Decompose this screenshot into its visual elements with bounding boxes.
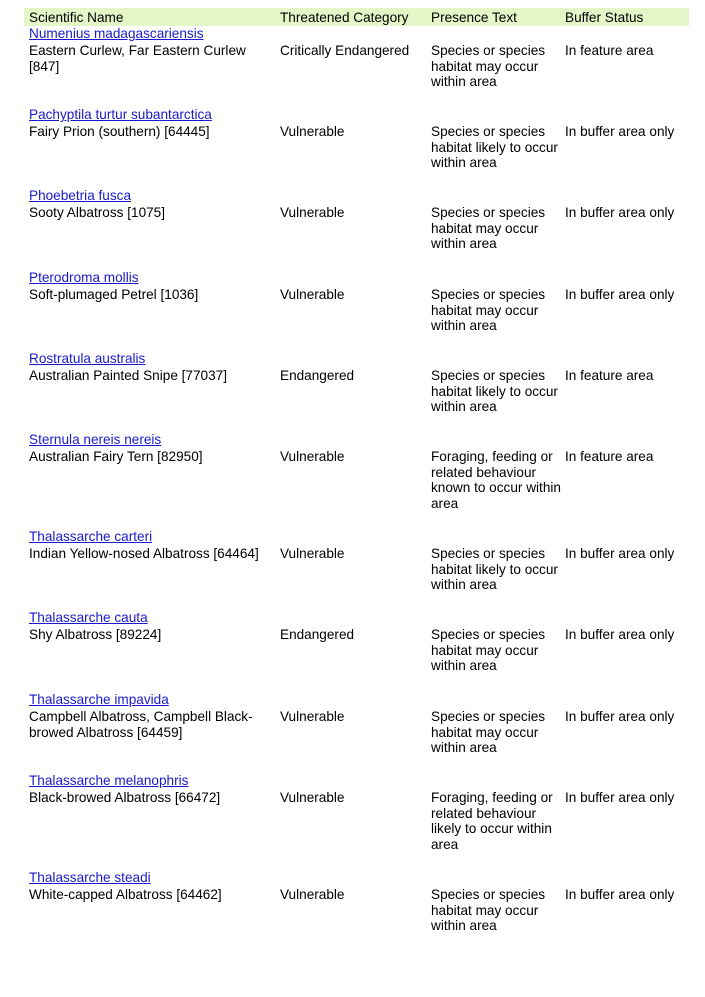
species-link[interactable]: Thalassarche cauta [29,610,148,625]
common-name: Eastern Curlew, Far Eastern Curlew [847] [29,43,246,74]
threatened-category: Vulnerable [280,287,345,302]
threatened-category: Endangered [280,368,355,383]
presence-text: Species or species habitat may occur within area [431,287,546,334]
buffer-status: In feature area [565,43,654,58]
common-name: Fairy Prion (southern) [64445] [29,124,210,139]
presence-text: Species or species habitat may occur within area [431,205,546,252]
buffer-status: In feature area [565,449,654,464]
presence-text: Species or species habitat may occur within area [431,43,546,90]
threatened-category: Vulnerable [280,790,345,805]
threatened-category: Vulnerable [280,124,345,139]
species-link[interactable]: Rostratula australis [29,351,146,366]
threatened-category: Endangered [280,627,355,642]
presence-text: Species or species habitat may occur within area [431,627,546,674]
buffer-status: In buffer area only [565,205,675,220]
species-link[interactable]: Thalassarche steadi [29,870,151,885]
common-name: Black-browed Albatross [66472] [29,790,221,805]
col-scientific-name: Scientific Name [29,10,124,25]
threatened-category: Vulnerable [280,709,345,724]
buffer-status: In buffer area only [565,887,675,902]
presence-text: Foraging, feeding or related behaviour known to occur within area [431,449,561,511]
threatened-category: Vulnerable [280,887,345,902]
species-link[interactable]: Thalassarche impavida [29,692,169,707]
buffer-status: In buffer area only [565,124,675,139]
buffer-status: In feature area [565,368,654,383]
threatened-category: Vulnerable [280,546,345,561]
presence-text: Species or species habitat likely to occur within area [431,368,558,415]
species-link[interactable]: Pachyptila turtur subantarctica [29,107,212,122]
common-name: Shy Albatross [89224] [29,627,162,642]
common-name: Australian Fairy Tern [82950] [29,449,203,464]
species-link[interactable]: Thalassarche melanophris [29,773,189,788]
presence-text: Species or species habitat likely to occur within area [431,124,558,171]
species-link[interactable]: Sternula nereis nereis [29,432,162,447]
common-name: White-capped Albatross [64462] [29,887,222,902]
common-name: Sooty Albatross [1075] [29,205,166,220]
buffer-status: In buffer area only [565,709,675,724]
col-buffer-status: Buffer Status [565,10,644,25]
col-presence-text: Presence Text [431,10,517,25]
species-link[interactable]: Thalassarche carteri [29,529,153,544]
presence-text: Foraging, feeding or related behaviour likely to occur within area [431,790,553,852]
col-threatened-category: Threatened Category [280,10,409,25]
threatened-category: Critically Endangered [280,43,410,58]
presence-text: Species or species habitat may occur within area [431,709,546,756]
species-link[interactable]: Pterodroma mollis [29,270,139,285]
presence-text: Species or species habitat may occur within area [431,887,546,934]
buffer-status: In buffer area only [565,287,675,302]
species-link[interactable]: Numenius madagascariensis [29,26,204,41]
presence-text: Species or species habitat likely to occur within area [431,546,558,593]
species-link[interactable]: Phoebetria fusca [29,188,132,203]
common-name: Soft-plumaged Petrel [1036] [29,287,199,302]
common-name: Australian Painted Snipe [77037] [29,368,228,383]
table-header [24,8,689,26]
common-name: Indian Yellow-nosed Albatross [64464] [29,546,259,561]
threatened-category: Vulnerable [280,449,345,464]
buffer-status: In buffer area only [565,627,675,642]
threatened-category: Vulnerable [280,205,345,220]
buffer-status: In buffer area only [565,546,675,561]
buffer-status: In buffer area only [565,790,675,805]
common-name: Campbell Albatross, Campbell Black-browed Albatross [64459] [29,709,253,740]
